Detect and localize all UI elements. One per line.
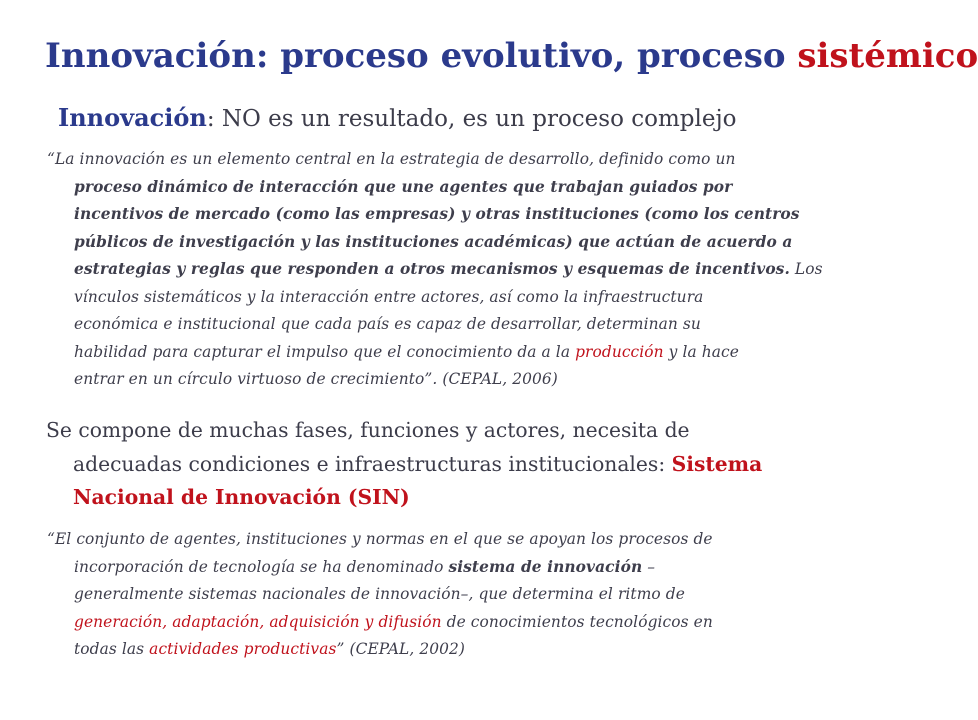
subtitle-rest: : NO es un resultado, es un proceso complejo <box>206 106 737 132</box>
quote2-line-5 <box>47 636 713 664</box>
quote1-line-7: económica e institucional que cada país es capaz de desarrollar, determinan su <box>74 315 701 333</box>
quote1-line-8-post: y la hace <box>663 342 739 361</box>
quote1-line-4: públicos de investigación y las instituciones académicas) que actúan de acuerdo a <box>74 232 793 251</box>
paragraph-sin <box>46 414 762 515</box>
quote2-line-2 <box>47 554 713 582</box>
para-line-3: Nacional de Innovación (SIN) <box>73 485 410 509</box>
para-line-2-red: Sistema <box>671 451 763 476</box>
title-highlight: sistémico <box>797 36 978 76</box>
para-line-2-pre: adecuadas condiciones e infraestructuras institucionales: <box>73 451 672 476</box>
quote1-line-9: entrar en un círculo virtuoso de crecimiento”. (CEPAL, 2006) <box>74 370 558 388</box>
quote-cepal-2006 <box>47 146 823 394</box>
quote2-line-2-post: – <box>642 557 656 576</box>
quote2-line-2-pre: incorporación de tecnología se ha denominado <box>74 557 449 576</box>
quote1-line-8-red: producción <box>575 342 664 361</box>
subtitle <box>58 103 736 132</box>
quote2-line-2-bold: sistema de innovación <box>448 557 643 576</box>
subtitle-keyword: Innovación <box>58 103 207 132</box>
quote2-line-5-post: ” (CEPAL, 2002) <box>336 640 466 658</box>
quote2-line-4-post: de conocimientos tecnológicos en <box>441 612 713 631</box>
quote1-line-5-rest: Los <box>789 260 823 278</box>
quote1-line-5 <box>47 256 823 284</box>
title-main: Innovación: proceso evolutivo, proceso <box>45 36 798 76</box>
para-line-1: Se compone de muchas fases, funciones y actores, necesita de <box>46 418 690 442</box>
quote2-line-4-red: generación, adaptación, adquisición y difusión <box>74 612 442 631</box>
quote2-line-3: generalmente sistemas nacionales de innovación–, que determina el ritmo de <box>74 585 685 603</box>
quote1-line-8 <box>47 339 823 367</box>
quote2-line-1: “El conjunto de agentes, instituciones y normas en el que se apoyan los procesos de <box>47 530 713 548</box>
quote1-line-3: incentivos de mercado (como las empresas) y otras instituciones (como los centros <box>74 205 800 223</box>
quote1-line-1: “La innovación es un elemento central en la estrategia de desarrollo, definido como un <box>47 150 736 168</box>
quote1-line-8-pre: habilidad para capturar el impulso que el conocimiento da a la <box>74 342 576 361</box>
quote1-line-5-bold: estrategias y reglas que responden a otros mecanismos y esquemas de incentivos. <box>74 260 790 278</box>
quote2-line-4 <box>47 609 713 637</box>
para-line-2 <box>46 448 762 482</box>
quote1-line-6: vínculos sistemáticos y la interacción entre actores, así como la infraestructura <box>74 287 704 306</box>
quote2-line-5-red: actividades productivas <box>149 640 337 658</box>
quote1-line-2: proceso dinámico de interacción que une agentes que trabajan guiados por <box>74 177 733 196</box>
quote-cepal-2002 <box>47 526 713 664</box>
quote2-line-5-pre: todas las <box>74 640 150 658</box>
slide-title <box>45 36 978 76</box>
